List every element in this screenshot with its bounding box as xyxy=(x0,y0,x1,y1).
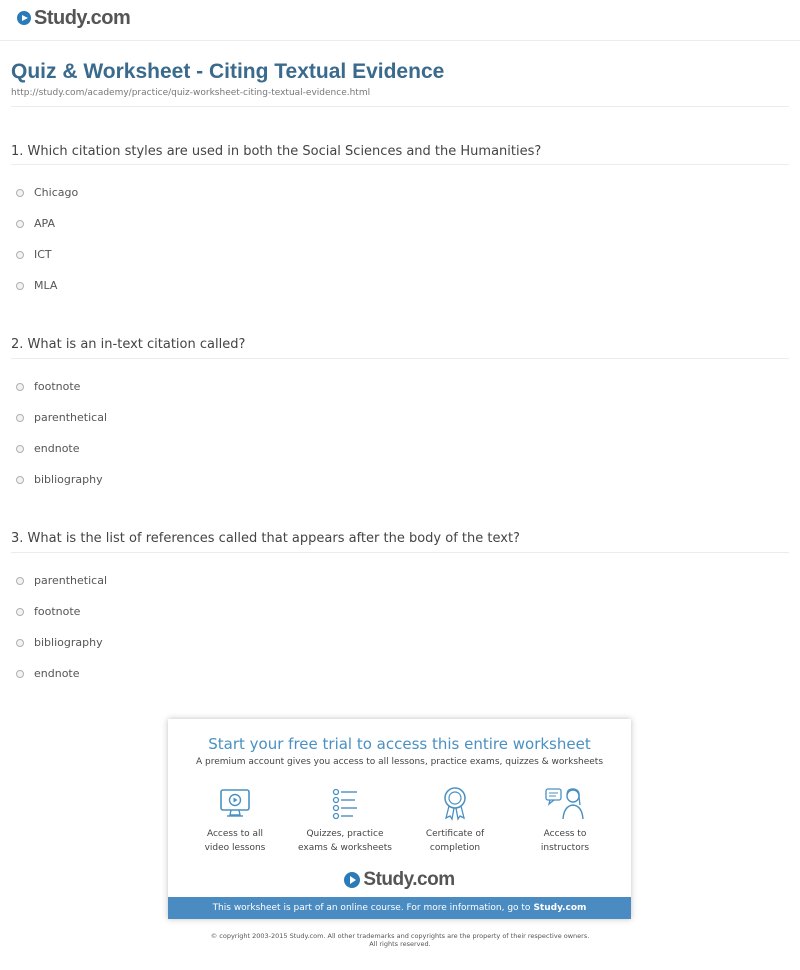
option-label: endnote xyxy=(34,667,80,680)
rights-line: All rights reserved. xyxy=(369,940,431,948)
feature-label: Access to instructors xyxy=(540,829,590,853)
option-2-b[interactable] xyxy=(16,411,107,424)
play-icon xyxy=(344,872,360,888)
certificate-icon xyxy=(437,785,473,821)
question-divider xyxy=(11,358,789,359)
header-divider xyxy=(0,40,800,41)
cta-subtitle: A premium account gives you access to all lessons, practice exams, quizzes & worksheets xyxy=(195,757,604,767)
question-divider xyxy=(11,164,789,165)
cta-title[interactable]: Start your free trial to access this entire worksheet xyxy=(208,735,591,753)
page-title: Quiz & Worksheet - Citing Textual Evidence xyxy=(11,60,445,83)
radio-icon[interactable] xyxy=(16,189,24,197)
question-3: 3. What is the list of references called that appears after the body of the text? xyxy=(11,531,520,546)
option-label: endnote xyxy=(34,442,80,455)
free-trial-box xyxy=(168,719,631,919)
feature-quizzes xyxy=(290,785,400,855)
option-label: parenthetical xyxy=(34,574,108,587)
course-info-bar xyxy=(168,897,631,919)
radio-icon[interactable] xyxy=(16,577,24,585)
study-logo[interactable] xyxy=(17,8,130,28)
option-3-c[interactable] xyxy=(16,636,103,649)
radio-icon[interactable] xyxy=(16,670,24,678)
question-divider xyxy=(11,552,789,553)
bar-text: This worksheet is part of an online course. For more information, go to xyxy=(212,903,531,913)
logo-text: Study.com xyxy=(34,6,131,29)
feature-label: Certificate of completion xyxy=(425,829,485,853)
radio-icon[interactable] xyxy=(16,608,24,616)
feature-instructors xyxy=(510,785,620,855)
option-label: footnote xyxy=(34,380,81,393)
url-divider xyxy=(11,106,789,107)
study-link[interactable]: Study.com xyxy=(533,903,587,913)
quiz-list-icon xyxy=(327,785,363,821)
option-1-c[interactable] xyxy=(16,248,52,261)
radio-icon[interactable] xyxy=(16,383,24,391)
option-3-b[interactable] xyxy=(16,605,80,618)
radio-icon[interactable] xyxy=(16,282,24,290)
radio-icon[interactable] xyxy=(16,445,24,453)
option-1-d[interactable] xyxy=(16,279,57,292)
option-2-c[interactable] xyxy=(16,442,80,455)
option-label: MLA xyxy=(34,279,58,292)
feature-label: Quizzes, practice exams & worksheets xyxy=(298,829,392,853)
question-1: 1. Which citation styles are used in both the Social Sciences and the Humanities? xyxy=(11,144,542,159)
option-label: Chicago xyxy=(34,186,79,199)
question-2: 2. What is an in-text citation called? xyxy=(11,337,246,352)
copyright xyxy=(0,932,800,948)
option-label: parenthetical xyxy=(34,411,108,424)
option-3-d[interactable] xyxy=(16,667,80,680)
logo-text: Study.com xyxy=(363,869,455,890)
radio-icon[interactable] xyxy=(16,414,24,422)
cta-study-logo[interactable] xyxy=(168,869,631,891)
option-1-b[interactable] xyxy=(16,217,55,230)
radio-icon[interactable] xyxy=(16,251,24,259)
radio-icon[interactable] xyxy=(16,476,24,484)
option-label: bibliography xyxy=(34,636,103,649)
feature-certificate xyxy=(400,785,510,855)
option-label: APA xyxy=(34,217,55,230)
radio-icon[interactable] xyxy=(16,639,24,647)
option-3-a[interactable] xyxy=(16,574,107,587)
feature-video-lessons xyxy=(180,785,290,855)
option-1-a[interactable] xyxy=(16,186,78,199)
copyright-line: © copyright 2003-2015 Study.com. All other trademarks and copyrights are the property of their respective owners. xyxy=(210,932,590,940)
option-label: ICT xyxy=(34,248,52,261)
instructor-chat-icon xyxy=(543,785,587,821)
play-icon xyxy=(17,11,31,25)
option-label: bibliography xyxy=(34,473,103,486)
page-url: http://study.com/academy/practice/quiz-worksheet-citing-textual-evidence.html xyxy=(11,88,371,98)
option-2-d[interactable] xyxy=(16,473,103,486)
radio-icon[interactable] xyxy=(16,220,24,228)
feature-label: Access to all video lessons xyxy=(204,829,266,853)
video-lesson-icon xyxy=(217,785,253,821)
option-2-a[interactable] xyxy=(16,380,80,393)
option-label: footnote xyxy=(34,605,81,618)
